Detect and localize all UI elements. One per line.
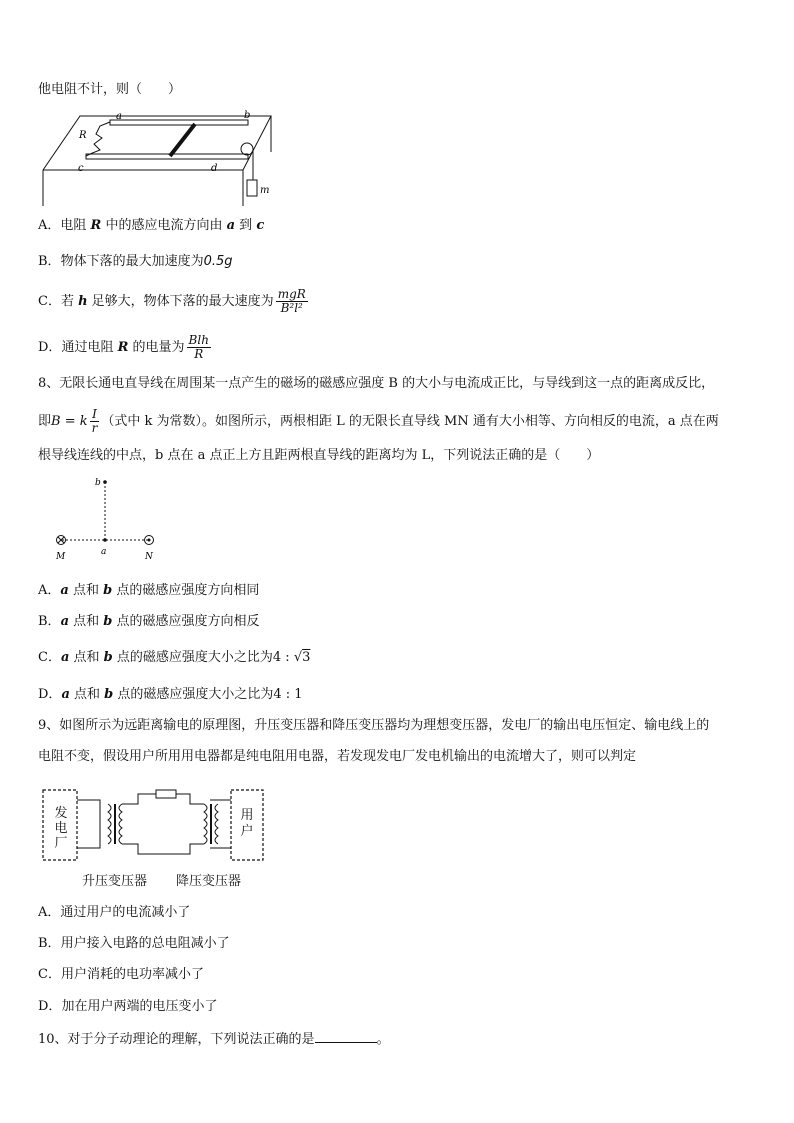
q9-figure bbox=[38, 786, 268, 890]
q9-option-d: D．加在用户两端的电压变小了 bbox=[38, 999, 218, 1014]
label-R: R bbox=[79, 130, 87, 141]
q8-option-b: B．a 点和 b 点的磁感应强度方向相反 bbox=[38, 614, 260, 629]
q7-option-d: D．通过电阻 R 的电量为 $\frac{\text{Blh}}{R}$ bbox=[38, 333, 209, 361]
q8-option-c: C．a 点和 b 点的磁感应强度大小之比为4 : √3 bbox=[38, 650, 311, 665]
q7-option-b: B．物体下落的最大加速度为0.5g bbox=[38, 254, 233, 269]
fraction-vmax: $\frac{\text{mgR}}{\text{B²l²}}$ bbox=[277, 287, 306, 315]
label-m: m bbox=[260, 185, 270, 196]
wire-n-out-of-page-icon bbox=[145, 536, 154, 545]
label-b: b bbox=[244, 110, 251, 121]
q9-option-b: B．用户接入电路的总电阻减小了 bbox=[38, 936, 230, 951]
power-plant-label: 发 电 厂 bbox=[54, 806, 68, 851]
label-b-point: b bbox=[95, 478, 101, 488]
fraction-i-over-r: $\frac{I}{r}$ bbox=[91, 407, 98, 435]
label-m-wire: M bbox=[56, 552, 66, 562]
answer-blank[interactable] bbox=[315, 1028, 377, 1043]
label-d: d bbox=[211, 163, 218, 174]
label-a-point: a bbox=[101, 547, 107, 557]
fraction-charge: $\frac{\text{Blh}}{R}$ bbox=[188, 333, 209, 361]
q8-line1: 8、无限长通电直导线在周围某一点产生的磁场的磁感应强度 B 的大小与电流成正比，与导线到这一点的距离成反比， bbox=[38, 376, 715, 391]
q9-option-a: A．通过用户的电流减小了 bbox=[38, 905, 191, 920]
step-down-transformer-label: 降压变压器 bbox=[176, 874, 242, 889]
q8-option-a: A．a 点和 b 点的磁感应强度方向相同 bbox=[38, 583, 260, 598]
label-c: c bbox=[78, 163, 84, 174]
q8-line3: 根导线连线的中点，b 点在 a 点正上方且距两根直导线的距离均为 L，下列说法正确的是（ ） bbox=[38, 448, 600, 463]
user-label: 用 户 bbox=[240, 808, 254, 839]
sqrt-sign-icon: √ bbox=[293, 650, 303, 665]
q7-option-c: C．若 h 足够大，物体下落的最大速度为 $\frac{\text{mgR}}{\text{B²l²}}$ bbox=[38, 287, 306, 315]
wire-m-into-page-icon bbox=[57, 536, 66, 545]
q10-line: 10、对于分子动理论的理解，下列说法正确的是 。 bbox=[38, 1028, 390, 1050]
q9-line2: 电阻不变，假设用户所用用电器都是纯电阻用电器，若发现发电厂发电机输出的电流增大了，则可以判定 bbox=[38, 749, 637, 764]
q8-line2: 即B = k $\frac{I}{r}$ （式中 k 为常数）。如图所示，两根相距 L 的无限长直导线 MN 通有大小相等、方向相反的电流，a 点在两 bbox=[38, 407, 719, 435]
q9-line1: 9、如图所示为远距离输电的原理图，升压变压器和降压变压器均为理想变压器，发电厂的输出电压恒定、输电线上的 bbox=[38, 718, 710, 733]
q7-option-a: A．电阻 R 中的感应电流方向由 a 到 c bbox=[38, 218, 265, 233]
q7-figure bbox=[38, 108, 278, 208]
q8-option-d: D．a 点和 b 点的磁感应强度大小之比为4 : 1 bbox=[38, 687, 303, 702]
step-up-transformer-label: 升压变压器 bbox=[82, 874, 148, 889]
q9-option-c: C．用户消耗的电功率减小了 bbox=[38, 967, 204, 982]
label-a: a bbox=[116, 111, 122, 122]
q8-figure bbox=[50, 474, 170, 566]
label-n-wire: N bbox=[145, 552, 153, 562]
q7-intro-tail: 他电阻不计，则（ ） bbox=[38, 82, 182, 97]
